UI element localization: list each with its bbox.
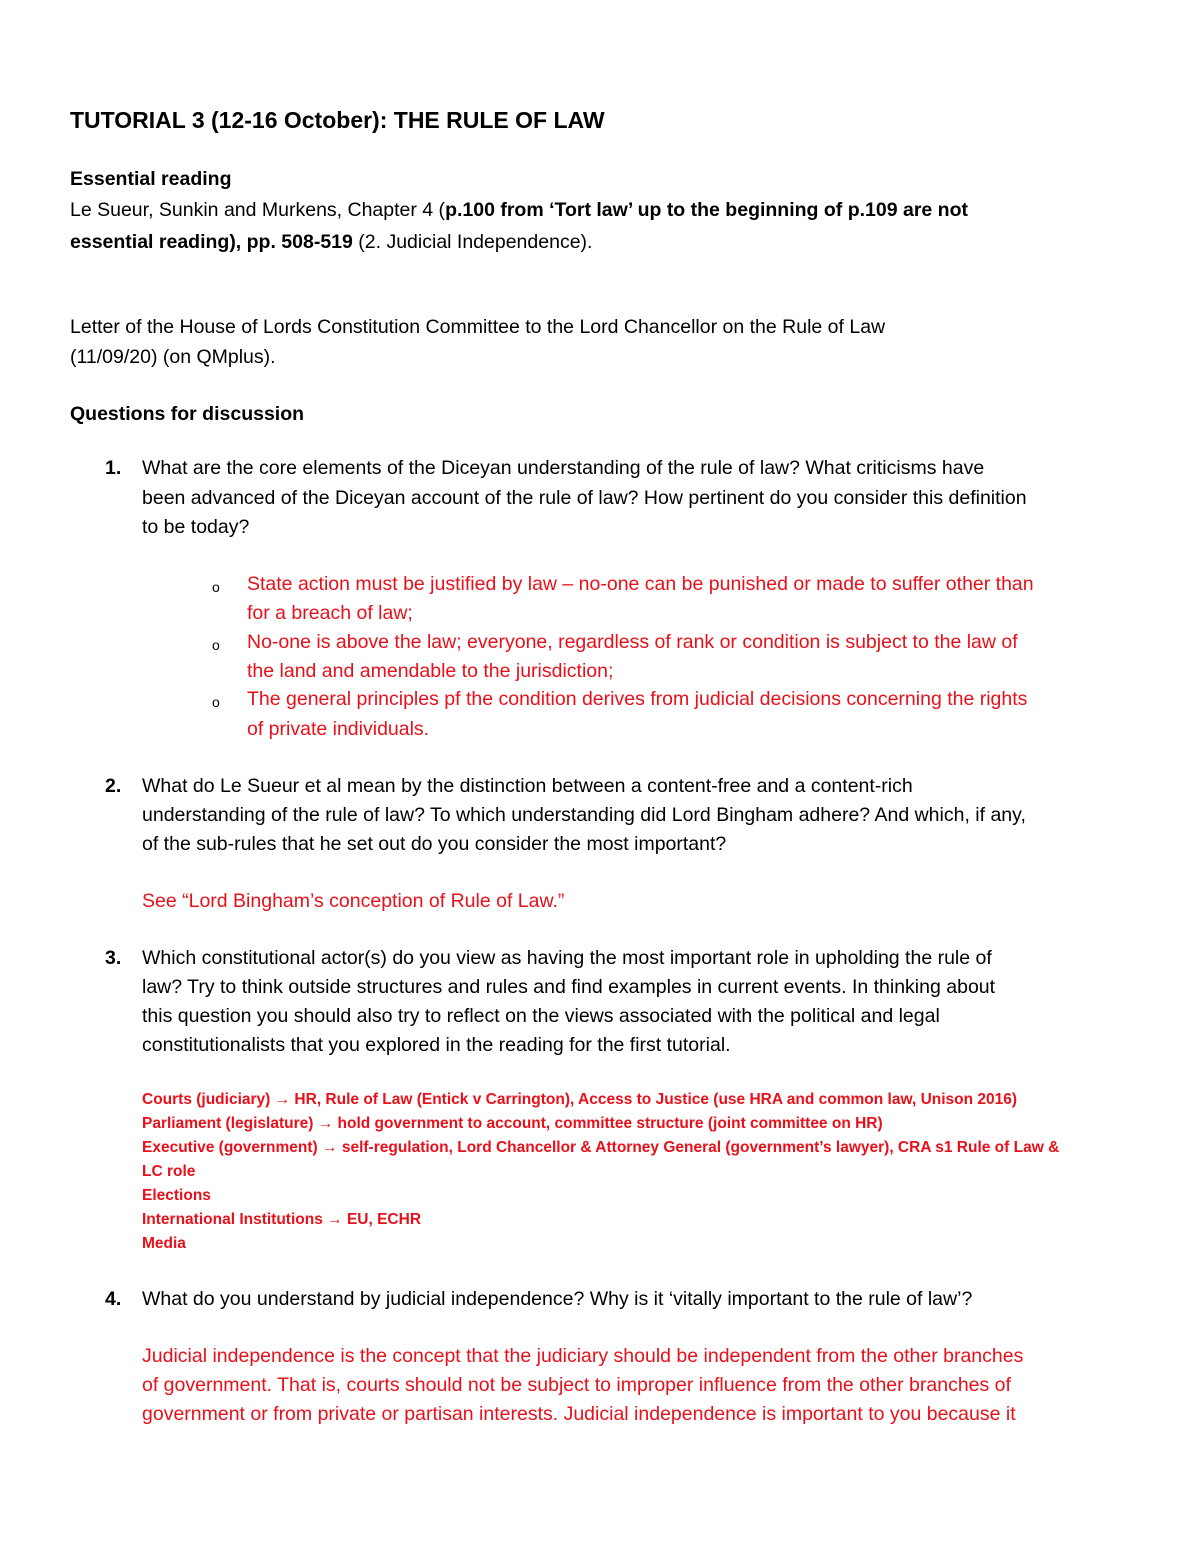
answer-1-line: State action must be justified by law – no-one can be punished or made to suffer other than	[247, 573, 1034, 595]
questions-heading: Questions for discussion	[70, 403, 305, 425]
question-3-number: 3.	[105, 947, 122, 969]
answer-3-line: LC role	[142, 1163, 196, 1180]
question-4-number: 4.	[105, 1288, 122, 1310]
bullet-icon: o	[212, 694, 220, 710]
answer-1-line: The general principles pf the condition derives from judicial decisions concerning the rights	[247, 688, 1028, 710]
reading-section: (2. Judicial Independence).	[352, 231, 593, 253]
reading-text: Le Sueur, Sunkin and Murkens, Chapter 4 (	[70, 199, 446, 221]
answer-1-line: No-one is above the law; everyone, regardless of rank or condition is subject to the law of	[247, 631, 1018, 653]
answer-3-line: Courts (judiciary) → HR, Rule of Law (Entick v Carrington), Access to Justice (use HRA and common law, Unison 2016)	[142, 1091, 1018, 1108]
answer-3-line: Executive (government) → self-regulation, Lord Chancellor & Attorney General (government’s lawyer), CRA s1 Rule of Law &	[142, 1139, 1060, 1156]
bullet-icon: o	[212, 579, 220, 595]
question-3-line: this question you should also try to reflect on the views associated with the political and legal	[142, 1005, 940, 1027]
letter-line-2: (11/09/20) (on QMplus).	[70, 346, 276, 368]
question-2-line: of the sub-rules that he set out do you consider the most important?	[142, 833, 727, 855]
question-1-line: to be today?	[142, 516, 250, 538]
essential-reading-line-2	[70, 228, 592, 257]
reading-note: p.100 from ‘Tort law’ up to the beginning of p.109 are not	[445, 199, 968, 221]
answer-3-line: Media	[142, 1235, 186, 1252]
answer-1-line: the land and amendable to the jurisdiction;	[247, 660, 614, 682]
question-1-number: 1.	[105, 457, 122, 479]
answer-3-line: Elections	[142, 1187, 211, 1204]
letter-line-1: Letter of the House of Lords Constitution Committee to the Lord Chancellor on the Rule of Law	[70, 316, 886, 338]
question-3-line: constitutionalists that you explored in the reading for the first tutorial.	[142, 1034, 731, 1056]
reading-pages: essential reading), pp. 508-519	[70, 231, 353, 253]
bullet-icon: o	[212, 637, 220, 653]
answer-2: See “Lord Bingham’s conception of Rule of Law.”	[142, 890, 565, 912]
answer-1-line: of private individuals.	[247, 718, 430, 740]
answer-4-line: government or from private or partisan interests. Judicial independence is important to you because it	[142, 1403, 1016, 1425]
question-2-number: 2.	[105, 775, 122, 797]
answer-1-line: for a breach of law;	[247, 602, 413, 624]
question-3-line: Which constitutional actor(s) do you view as having the most important role in upholding the rule of	[142, 947, 992, 969]
question-1-line: What are the core elements of the Diceyan understanding of the rule of law? What criticisms have	[142, 457, 985, 479]
essential-reading-heading: Essential reading	[70, 168, 232, 190]
answer-3-line: International Institutions → EU, ECHR	[142, 1211, 422, 1228]
page-title: TUTORIAL 3 (12-16 October): THE RULE OF LAW	[70, 107, 605, 133]
question-2-line: understanding of the rule of law? To which understanding did Lord Bingham adhere? And which, if any,	[142, 804, 1026, 826]
answer-4-line: Judicial independence is the concept that the judiciary should be independent from the other branches	[142, 1345, 1024, 1367]
question-1-line: been advanced of the Diceyan account of the rule of law? How pertinent do you consider this definition	[142, 487, 1027, 509]
answer-3-line: Parliament (legislature) → hold government to account, committee structure (joint committee on HR)	[142, 1115, 883, 1132]
question-2-line: What do Le Sueur et al mean by the distinction between a content-free and a content-rich	[142, 775, 913, 797]
essential-reading-line-1	[70, 196, 968, 225]
answer-4-line: of government. That is, courts should not be subject to improper influence from the other branches of	[142, 1374, 1011, 1396]
question-4-line: What do you understand by judicial independence? Why is it ‘vitally important to the rule of law’?	[142, 1288, 973, 1310]
question-3-line: law? Try to think outside structures and rules and find examples in current events. In thinking about	[142, 976, 996, 998]
